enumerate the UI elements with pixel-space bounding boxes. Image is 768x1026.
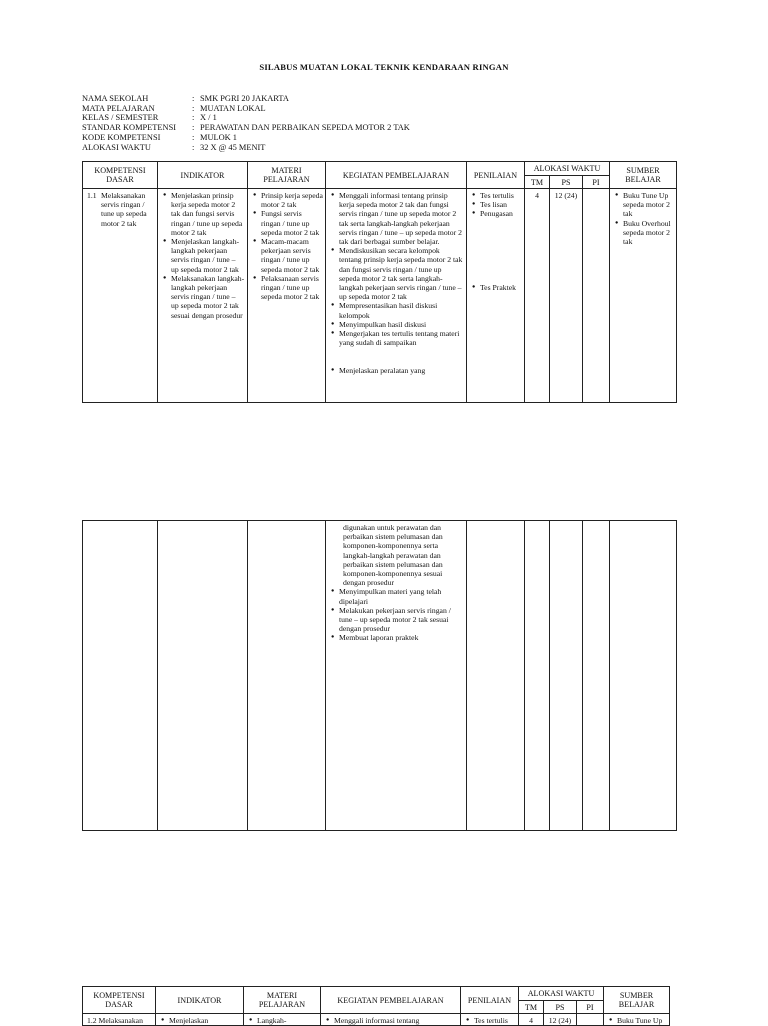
cell-kompetensi-dasar: 1.2 Melaksanakan — [83, 1014, 156, 1026]
info-value: MUATAN LOKAL — [200, 103, 266, 113]
info-row — [82, 123, 410, 133]
header-sumber-belajar: SUMBER BELAJAR — [604, 987, 670, 1014]
list-item: ● Mendiskusikan secara kelompok tentang prinsip kerja sepeda motor 2 tak dan fungsi servis ringan / tune up sepeda motor 2 tak serta langkah-langkah pekerjaan servis ringan / tune – up sepeda motor 2 tak — [330, 246, 464, 301]
cell-sumber — [610, 189, 677, 403]
cell-ps: 12 (24) — [550, 189, 583, 403]
list-item: ● Tes tertulis — [471, 191, 522, 200]
list-item: ● Tes tertulis — [465, 1016, 516, 1025]
cell-empty — [550, 521, 583, 831]
cell-kegiatan — [326, 189, 467, 403]
info-label: MATA PELAJARAN — [82, 103, 155, 113]
info-separator: : — [192, 132, 195, 142]
list-item: ● Melaksanakan langkah-langkah pekerjaan servis ringan / tune – up sepeda motor 2 tak sesuai dengan prosedur — [162, 274, 245, 320]
header-penilaian: PENILAIAN — [461, 987, 519, 1014]
info-row — [82, 113, 410, 123]
info-label: KODE KOMPETENSI — [82, 132, 161, 142]
list-item: ● Melakukan pekerjaan servis ringan / tune – up sepeda motor 2 tak sesuai dengan prosedur — [330, 606, 464, 634]
header-ps: PS — [550, 176, 583, 189]
cell-ps: 12 (24) — [544, 1014, 577, 1026]
list-item: ● Menggali informasi tentang — [325, 1016, 458, 1025]
info-label: NAMA SEKOLAH — [82, 94, 149, 103]
header-ps: PS — [544, 1001, 577, 1014]
cell-materi — [248, 189, 326, 403]
info-separator: : — [192, 113, 195, 123]
list-item: ● Macam-macam pekerjaan servis ringan / tune up sepeda motor 2 tak — [252, 237, 323, 274]
header-pi: PI — [577, 1001, 604, 1014]
cell-empty — [610, 521, 677, 831]
cell-pi — [583, 189, 610, 403]
syllabus-table-2 — [82, 986, 670, 1026]
list-item: ● Pelaksanaan servis ringan / tune up sepeda motor 2 tak — [252, 274, 323, 302]
list-item: ● Menggali informasi tentang prinsip kerja sepeda motor 2 tak dan fungsi servis ringan / tune up sepeda motor 2 tak serta langkah-langkah pekerjaan servis ringan / tune – up sepeda motor 2 tak dari berbagai sumber belajar. — [330, 191, 464, 246]
kegiatan-continuation: digunakan untuk perawatan dan perbaikan sistem pelumasan dan komponen-komponennya serta langkah-langkah perawatan dan perbaikan sistem pelumasan dan komponen-komponennya sesuai dengan prosedur — [343, 523, 443, 588]
info-value: SMK PGRI 20 JAKARTA — [200, 94, 289, 103]
cell-empty — [467, 521, 525, 831]
cell-empty — [83, 521, 158, 831]
list-item: ● Penugasan — [471, 209, 522, 218]
cell-empty — [158, 521, 248, 831]
info-value: PERAWATAN DAN PERBAIKAN SEPEDA MOTOR 2 TAK — [200, 123, 410, 133]
info-label: KELAS / SEMESTER — [82, 113, 159, 123]
list-item: ● Fungsi servis ringan / tune up sepeda motor 2 tak — [252, 209, 323, 237]
kd-text: Melaksanakan servis ringan / tune up sepeda motor 2 tak — [101, 191, 147, 228]
list-item: ● Tes lisan — [471, 200, 522, 209]
info-value: X / 1 — [200, 113, 217, 123]
info-label: ALOKASI WAKTU — [82, 142, 151, 152]
list-item: ● Langkah- — [248, 1016, 318, 1025]
header-pi: PI — [583, 176, 610, 189]
header-kegiatan: KEGIATAN PEMBELAJARAN — [326, 162, 467, 189]
list-item: ● Menyimpulkan materi yang telah dipelajari — [330, 587, 464, 605]
list-item: ● Menjelaskan langkah-langkah pekerjaan servis ringan / tune – up sepeda motor 2 tak — [162, 237, 245, 274]
syllabus-table-1 — [82, 161, 677, 403]
list-item: ● Tes Praktek — [471, 283, 522, 292]
syllabus-table-continuation — [82, 520, 677, 831]
info-separator: : — [192, 142, 195, 152]
cell-penilaian — [467, 189, 525, 403]
info-separator: : — [192, 94, 195, 103]
list-item: ● Mengerjakan tes tertulis tentang materi yang sudah di sampaikan — [330, 329, 464, 347]
list-item: ● Buku Tune Up — [608, 1016, 667, 1025]
info-value: 32 X @ 45 MENIT — [200, 142, 266, 152]
list-item: ● Membuat laporan praktek — [330, 633, 464, 642]
header-kegiatan: KEGIATAN PEMBELAJARAN — [321, 987, 461, 1014]
cell-tm: 4 — [525, 189, 550, 403]
header-alokasi-waktu: ALOKASI WAKTU — [525, 162, 610, 176]
header-alokasi-waktu: ALOKASI WAKTU — [519, 987, 604, 1001]
cell-empty — [525, 521, 550, 831]
info-separator: : — [192, 103, 195, 113]
header-tm: TM — [525, 176, 550, 189]
cell-kompetensi-dasar — [83, 189, 158, 403]
info-label: STANDAR KOMPETENSI — [82, 123, 177, 133]
list-item: ● Buku Overhoul sepeda motor 2 tak — [614, 219, 674, 247]
header-sumber-belajar: SUMBER BELAJAR — [610, 162, 677, 189]
info-value: MULOK 1 — [200, 132, 237, 142]
list-item: ● Buku Tune Up sepeda motor 2 tak — [614, 191, 674, 219]
cell-kegiatan — [326, 521, 467, 831]
kd-number: 1.1 — [87, 191, 97, 200]
cell-empty — [248, 521, 326, 831]
header-tm: TM — [519, 1001, 544, 1014]
school-info — [82, 94, 410, 152]
header-indikator: INDIKATOR — [156, 987, 244, 1014]
list-item: ● Menjelaskan peralatan yang — [330, 366, 464, 375]
info-row — [82, 133, 410, 143]
cell-empty — [583, 521, 610, 831]
header-penilaian: PENILAIAN — [467, 162, 525, 189]
cell-tm: 4 — [519, 1014, 544, 1026]
info-separator: : — [192, 123, 195, 133]
cell-indikator — [158, 189, 248, 403]
list-item: ● Menjelaskan prinsip kerja sepeda motor 2 tak dan fungsi servis ringan / tune up sepeda motor 2 tak — [162, 191, 245, 237]
list-item: ● Mempresentasikan hasil diskusi kelompok — [330, 301, 464, 319]
info-row — [82, 143, 410, 153]
header-materi: MATERI PELAJARAN — [248, 162, 326, 189]
info-row — [82, 94, 410, 104]
info-row — [82, 104, 410, 114]
header-kompetensi-dasar: KOMPETENSI DASAR — [83, 162, 158, 189]
list-item: ● Menyimpulkan hasil diskusi — [330, 320, 464, 329]
header-indikator: INDIKATOR — [158, 162, 248, 189]
list-item: ● Prinsip kerja sepeda motor 2 tak — [252, 191, 323, 209]
list-item: ● Menjelaskan — [160, 1016, 241, 1025]
document-title: SILABUS MUATAN LOKAL TEKNIK KENDARAAN RINGAN — [259, 62, 509, 72]
header-kompetensi-dasar: KOMPETENSI DASAR — [83, 987, 156, 1014]
header-materi: MATERI PELAJARAN — [244, 987, 321, 1014]
